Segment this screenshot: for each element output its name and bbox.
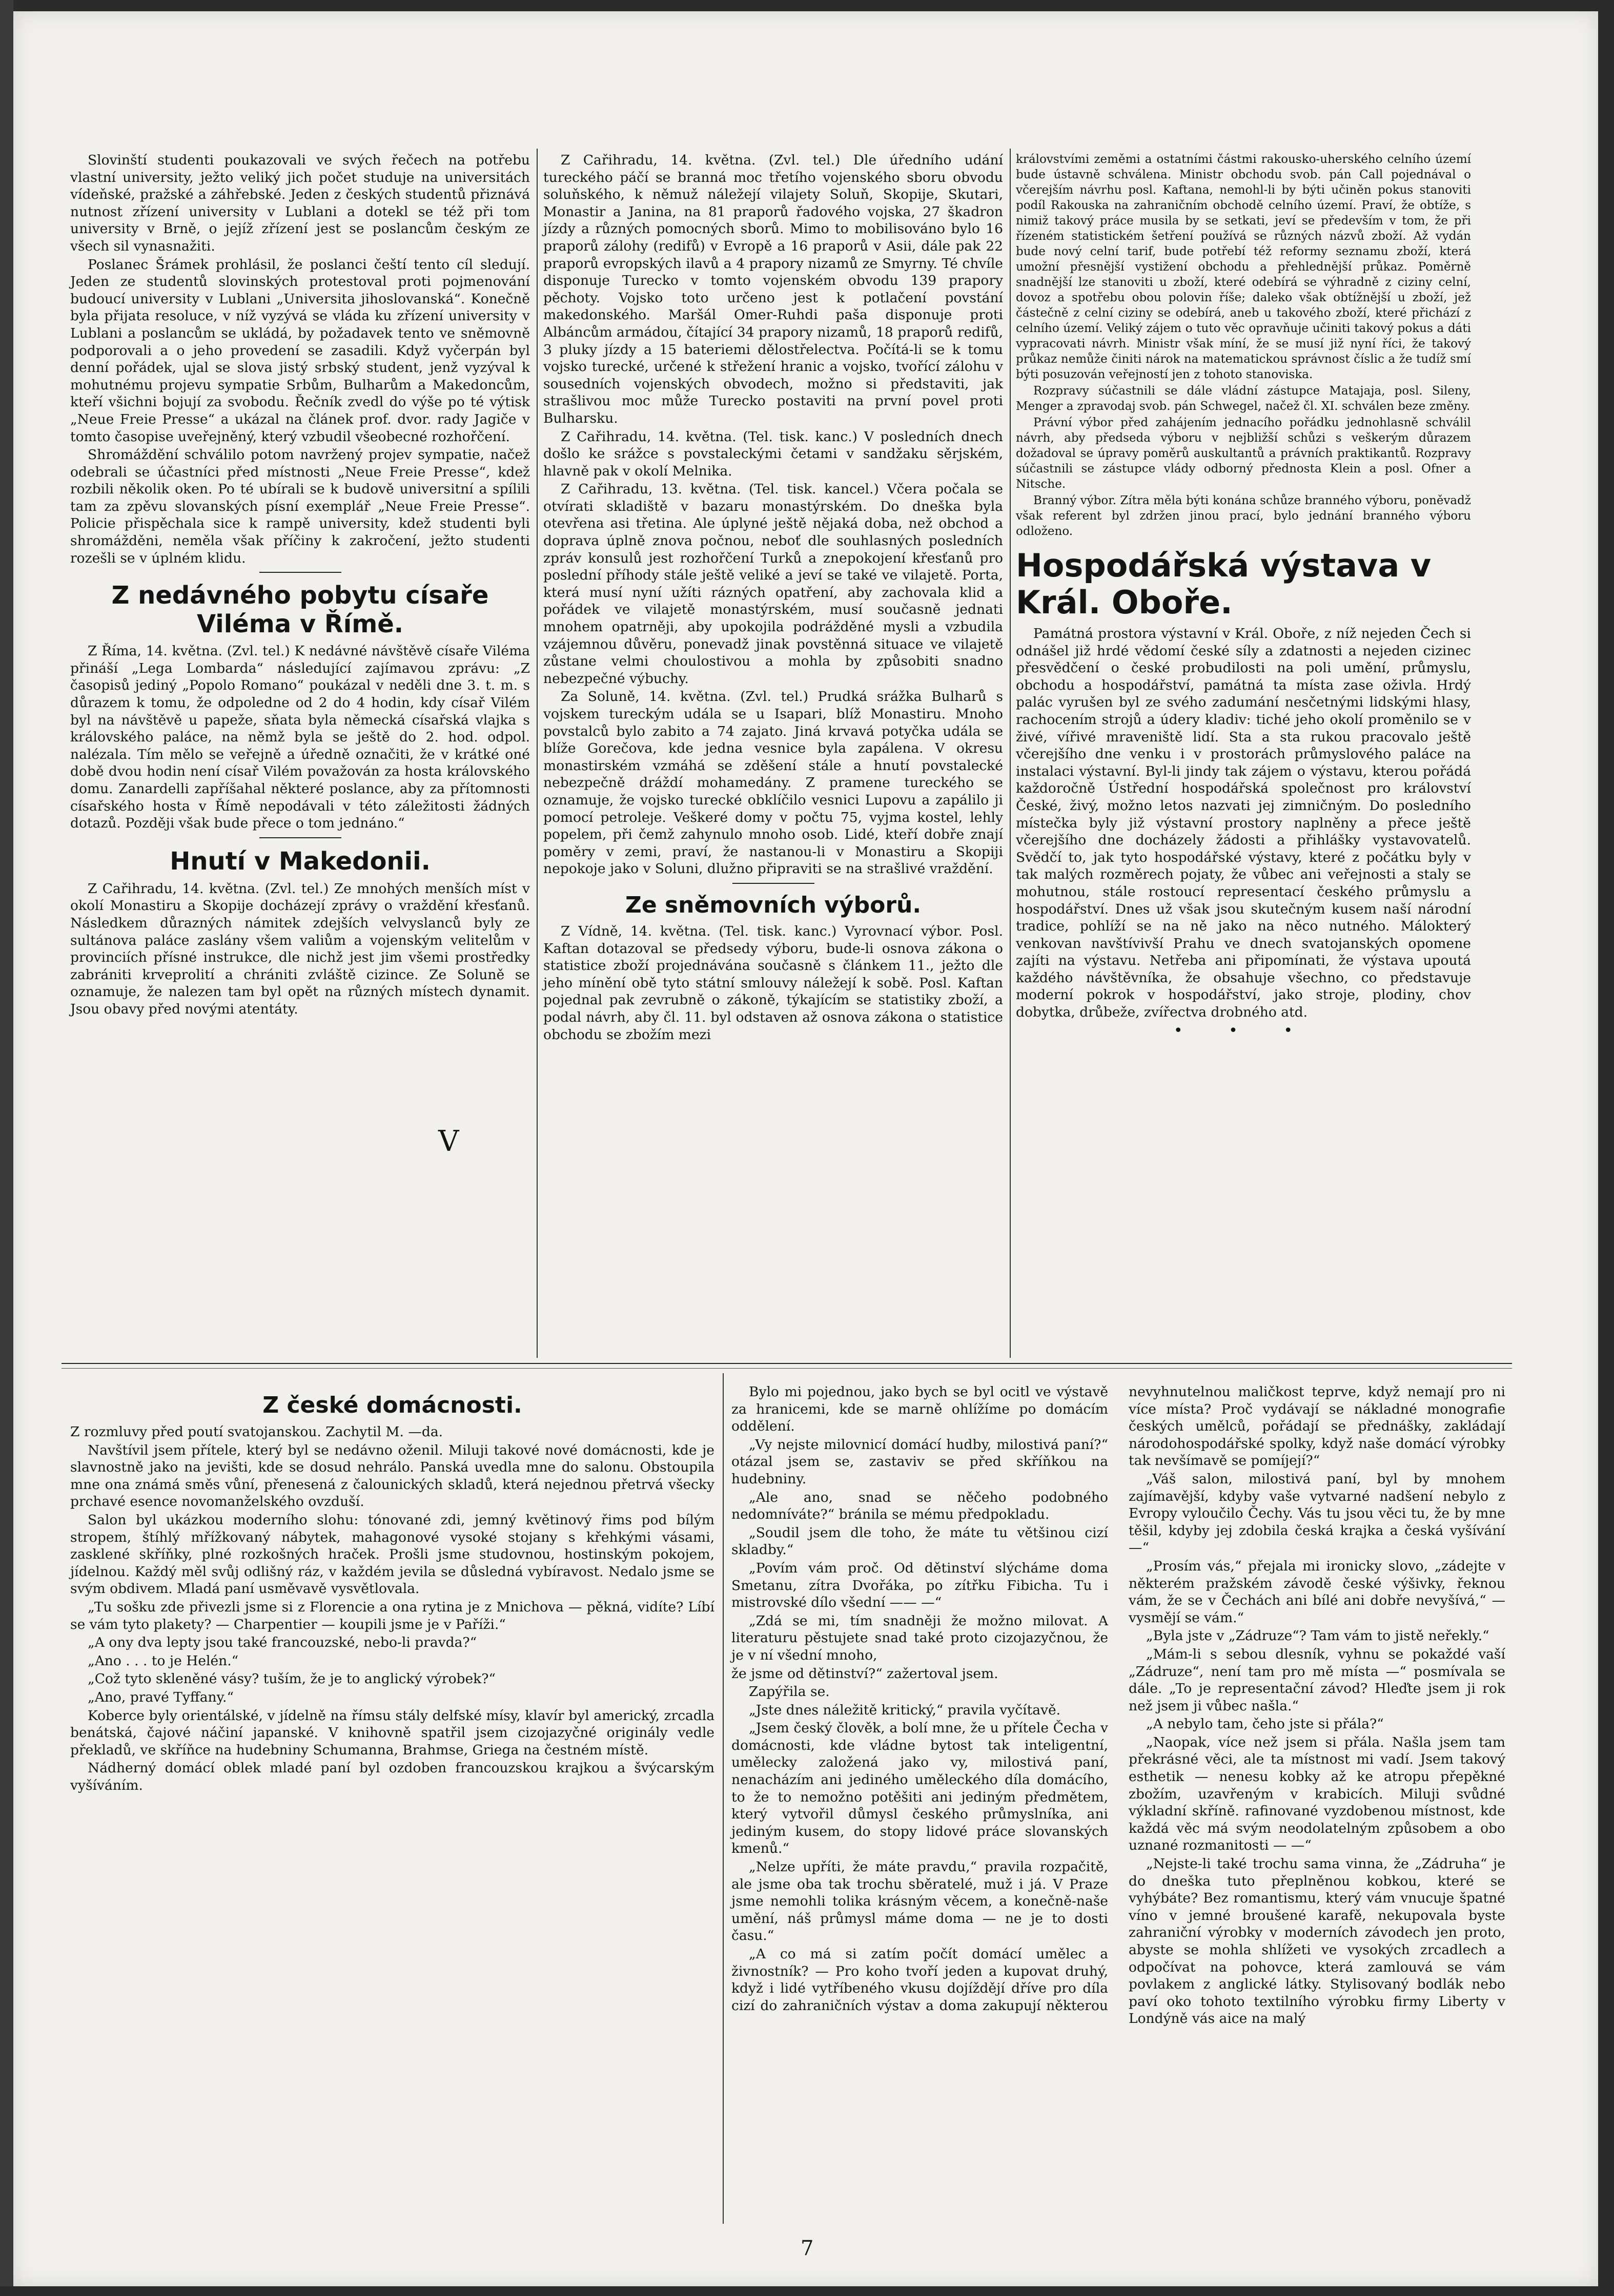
scan-border-bottom — [0, 2286, 1614, 2296]
article-paragraph: „Naopak, více než jsem si přála. Našla jsem tam překrásné věci, ale ta místnost mi vadí. Jsem takový esthetik — nenesu kobky až ke atropu přepěkné zbožím, uzavřeným v krabicích. Miluji svůdné výkladní skříně. rafinované vyzdobenou místnost, kde každá věc má svým neodolatelným způsobem a obo uznané rozmanitosti — —“ — [1129, 1734, 1505, 1854]
column-divider — [537, 149, 538, 1358]
page-number: 7 — [801, 2237, 814, 2260]
article-paragraph: „Povím vám proč. Od dětinství slýcháme doma Smetanu, zítra Dvořáka, po zítřku Fibicha. Tu i mistrovské dílo všední —— —“ — [731, 1560, 1108, 1611]
article-paragraph: „Soudil jsem dle toho, že máte tu většinou cizí skladby.“ — [731, 1524, 1108, 1558]
headline-hnuti-makedonie: Hnutí v Makedonii. — [170, 846, 431, 876]
article-paragraph: Bylo mi pojednou, jako bych se byl ocitl ve výstavě za hranicemi, kde se marně ohlížíme po domácím oddělení. — [731, 1384, 1108, 1435]
article-paragraph: „A ony dva lepty jsou také francouzské, nebo-li pravda?“ — [88, 1635, 477, 1651]
section-rule — [259, 837, 341, 838]
article-paragraph: „Nelze upříti, že máte pravdu,“ pravila rozpačitě, ale jsme oba tak trochu sběratelé, muž i já. V Praze jsme nemohli tolika krásným věcem, a konečně-naše umění, náš průmysl máme doma — ne je to dosti času.“ — [731, 1859, 1108, 1944]
article-paragraph: „Jsem český člověk, a bolí mne, že u přítele Čecha v domácnosti, kde vládne bytost tak inteligentní, umělecky založená jako vy, milostivá paní, nenacházím ani jediného uměleckého díla domácího, to že to nemožno potěšiti ani jediným předmětem, který vytvořil důmysl českého průmyslníka, ani jediným kusem, do stopy lidové práce slovanských kmenů.“ — [731, 1720, 1108, 1857]
article-paragraph: Právní výbor před zahájením jednacího pořádku jednohlasně schválil návrh, aby předseda výboru v nejbližší schůzi s veškerým důrazem dožadoval se úpravy poměrů auskultantů a právních praktikantů. Rozpravy súčastnili se zástupce vlády odborný přednosta Klein a posl. Ofner a Nitsche. — [1016, 416, 1471, 491]
article-paragraph: „Vy nejste milovnicí domácí hudby, milostivá paní?“ otázal jsem se, zastaviv se před skříňkou na hudebniny. — [731, 1436, 1108, 1487]
article-paragraph: „Což tyto skleněné vásy? tuším, že je to anglický výrobek?“ — [88, 1671, 496, 1687]
article-paragraph: „Byla jste v „Zádruze“? Tam vám to jistě neřekly.“ — [1146, 1628, 1489, 1644]
article-paragraph: Zapýřila se. — [749, 1684, 830, 1700]
scan-border-left — [0, 0, 13, 2296]
section-rule — [259, 572, 341, 573]
article-paragraph: „A co má si zatím počít domácí umělec a živnostník? — Pro koho tvoří jeden a kupovat druhý, když i lidé vytříbeného vkusu dojíždějí dříve pro díla cizí do zahraničních výstav a doma zakupují některou nevyhnutelnou maličkost teprve, když nemají pro ni více místa? Proč vydávají se nákladné monografie českých umělců, pořádají se přednášky, zakládají národohospodářské spolky, když naše domácí výrobky tak nevšímavě se pomíjejí?“ — [731, 1384, 1505, 2014]
article-paragraph: Z Cařihradu, 14. května. (Tel. tisk. kanc.) V posledních dnech došlo ke srážce s povstaleckými četami v sandžaku sěrjském, hlavně pak v okolí Melnika. — [543, 428, 1003, 479]
headline-cisar-vilem: Z nedávného pobytu císaře Viléma v Římě. — [111, 581, 489, 639]
article-paragraph: Navštívil jsem přítele, který byl se nedávno oženil. Miluji takové nové domácnosti, kde je slavnostně jako na jevišti, kde se dosud nehrálo. Panská uvedla mne do salonu. Obstoupila mne ona známá směs vůní, přenesená z čalounických skladů, která nejednou přetrvá všecky prchavé esence novomanželského ovzduší. — [70, 1442, 714, 1510]
column-3 — [1016, 152, 1471, 1043]
feuilleton-column-1 — [70, 1383, 714, 1795]
article-paragraph: že jsme od dětinství?“ zažertoval jsem. — [731, 1665, 998, 1682]
article-paragraph: Z Cařihradu, 13. května. (Tel. tisk. kancel.) Včera počala se otvírati skladiště v bazaru monastýrském. Do dneška byla otevřena asi třetina. Ale úplyné ještě nějaká doba, než obchod a doprava úplně znova počnou, neboť dle souhlasných posledních zpráv konsulů jest rozhořčení Turků a znepokojení křesťanů pro poslední příhody stále ještě veliké a jeví se také ve vilajetě. Porta, která musí nyní užíti rázných opatření, aby zachovala klid a pořádek ve vilajetě monastýrském, musí současně jednati mnohem opatrněji, aby upokojila podrážděné mysli a vzbudila vzájemnou důvěru, ponevadž jinak povstěnná situace ve vilajetě zůstane velmi choulostivou a mohla by způsobiti snadno nebezpečné výbuchy. — [543, 481, 1003, 687]
article-paragraph: „Mám-li s sebou dlesník, vyhnu se pokaždé vaší „Zádruze“, není tam pro mě místa —“ posmívala se dále. „To je representační závod? Hleďte jsem ji rok než jsem ji vůbec našla.“ — [1129, 1646, 1505, 1714]
article-paragraph: „Ano . . . to je Helén.“ — [88, 1652, 239, 1669]
article-paragraph: Poslanec Šrámek prohlásil, že poslanci čeští tento cíl sledují. Jeden ze studentů slovinských protestoval proti pojmenování budoucí university v Lublani „Universita jihoslovanská“. Konečně byla přijata resoluce, v níž vyzývá se vláda ku zřízení university v Lublani a poslancům se ukládá, by požadavek tento ve sněmovně podporovali a o jeho provedení se zasadili. Když vyčerpán byl denní pořádek, ujal se slova jistý srbský student, jenž vyzýval k mohutnému projevu sympatie Srbům, Bulharům a Makedoncům, kteří všichni bojují za svobodu. Řečník zvedl do výše po té výtisk „Neue Freie Presse“ a ukázal na článek prof. dvor. rady Jagiče v tomto časopise uveřejněný, který vzbudil všeobecné rozhořčení. — [70, 256, 530, 445]
column-2 — [543, 152, 1003, 1044]
article-paragraph: Branný výbor. Zítra měla býti konána schůze branného výboru, poněvadž však referent byl zdržen jinou prací, bylo jednání branného výboru odloženo. — [1016, 494, 1471, 538]
article-paragraph: „Váš salon, milostivá paní, byl by mnohem zajímavější, kdyby vaše vytvarné nadšení nebylo z Evropy vyloučilo Čechy. Vás tu jsou věci tu, že by mne těšil, kdyby jej zdobila česká krajka a česká vyšívání —“ — [1129, 1471, 1505, 1556]
section-dots: • • • — [1173, 1021, 1314, 1040]
scan-border-right — [1598, 0, 1614, 2296]
article-paragraph: „Zdá se mi, tím snadněji že možno milovat. A literaturu pěstujete snad také proto cizojazyčnou, že je v ní všední mnoho, — [731, 1612, 1108, 1663]
headline-snemovni-vybory: Ze sněmovních výborů. — [625, 892, 922, 918]
article-paragraph: Památná prostora výstavní v Král. Oboře, z níž nejeden Čech si odnášel již hrdé vědomí české síly a zdatnosti a nejeden cizinec přesvědčení o české probudilosti na poli umění, průmyslu, obchodu a hospodářství, památná ta místa zase oživla. Hrdý palác vyrušen byl ze svého zadumání nesčetnými lidskými hlasy, rachocením strojů a údery kladiv: tiché jeho okolí proměnilo se v živé, vířivé mraveniště lidí. Sta a sta rukou pracovalo ještě včerejšího dne venku i v prostorách průmyslového paláce na instalaci výstavní. Byl-li jindy tak zájem o výstavu, kterou pořádá každoročně Ústřední hospodářská společnost pro království České, živý, možno letos nazvati jej zimničným. Do posledního místečka byly již výstavní prostory naplněny a přece ještě včerejšího dne docházely žádosti a přihlášky vystavovatelů. Svědčí to, jak tyto hospodářské výstavy, které z počátku byly v tak malých rozměrech pojaty, že vůbec ani veřejnosti a staly se mohutnou, stále rostoucí representací českého průmyslu a hospodářství. Dnes už však jsou skutečným kusem naší národní tradice, pohlíží se na ně jako na něco nutného. Málokterý venkovan navštívivší Prahu ve dnech svatojanských opomene zajíti na výstavu. Netřeba ani připomínati, že výstava upoutá každého návštěvníka, že obsahuje všechno, co představuje moderní pokrok v hospodářství, jako stroje, plodiny, chov dobytka, drůbeže, zvířectva drobného atd. — [1016, 626, 1471, 1021]
article-paragraph: Z Říma, 14. května. (Zvl. tel.) K nedávné návštěvě císaře Viléma přináší „Lega Lombarda“ následující zajímavou zprávu: „Z časopisů jediný „Popolo Romano“ poukázal v neděli dne 3. t. m. s důrazem k tomu, že odpoledne od 2 do 4 hodin, kdy císař Vilém byl na návštěvě u papeže, sňata byla německá císařská vlajka s královského paláce, na němž byla se ještě do 2. hod. odpol. nalézala. Tím mělo se veřejně a úředně označiti, že v krátké oné době dvou hodin není císař Vilém považován za hosta královského domu. Zanardelli zapříšahal některé poslance, aby za přítomnosti císařského hosta v Římě nepodávali v této záležitosti žádných dotazů. Později však bude přece o tom jednáno.“ — [70, 643, 530, 832]
article-paragraph: Z Vídně, 14. května. (Tel. tisk. kanc.) Vyrovnací výbor. Posl. Kaftan dotazoval se předsedy výboru, bude-li osnova zákona o statistice zboží projednávána současně s článkem 11., ježto dle jeho mínění obě tyto státní smlouvy náležejí k sobě. Posl. Kaftan pojednal pak zevrubně o zákoně, týkajícím se statistiky zboží, a podal návrh, aby čl. 11. byl odstaven až osnova zákona o statistice obchodu se zbožím mezi — [543, 923, 1003, 1043]
article-paragraph: Slovinští studenti poukazovali ve svých řečech na potřebu vlastní university, ježto veliký jich počet studuje na universitách vídeňské, pražské a záhřebské. Jeden z českých studentů přiznává nutnost zřízení university v Lublani a dotekl se též při tom university v Brně, o jejíž zřízení jest se poslancům českým ze všech sil vynasnažiti. — [70, 152, 530, 254]
article-paragraph: Koberce byly orientálské, v jídelně na římsu stály delfské mísy, klavír byl americký, zrcadla benátská, čajové náčiní japanské. V knihovně spatřil jsem cizojazyčné originály vedle překladů, ve skříňce na hudebniny Schumanna, Brahmse, Griega na čestném místě. — [70, 1707, 714, 1758]
article-paragraph: „Ano, pravé Tyffany.“ — [88, 1689, 234, 1705]
column-divider — [723, 1373, 724, 2224]
article-paragraph: Salon byl ukázkou moderního slohu: tónované zdi, jemný květinový řims pod bílým stropem, štíhlý mřížkovaný nábytek, mahagonové vysoké stojany s křehkými vásami, zasklené skříňky, plné rozkošných hraček. Prošli jsme studovnou, hostinským pokojem, jídelnou. Každý měl svůj odlišný ráz, v každém jevila se důsledná vybíravost. Nedalo jsme se svým obdivem. Mladá paní usměvavě vysvětlovala. — [70, 1512, 714, 1597]
article-paragraph: královstvími zeměmi a ostatními částmi rakousko-uherského celního území bude ústavně schválena. Ministr obchodu svob. pán Call pojednával o včerejším návrhu posl. Kaftana, nemohl-li by býti učiněn pokus stanoviti podíl Rakouska na zahraničním obchodě celního území. Praví, že obtíže, s nimiž takový práce musila by se setkati, jeví se především v tom, že při řízeném statistickém šetření používá se různých názvů zboží. Až vydán bude nový celní tarif, bude potřebí též reformy seznamu zboží, která umožní přesnější vystižení obchodu a přehlednější průkaz. Poměrně snadnější lze stanoviti u zboží, které odebírá se výhradně z ciziny celní, dovoz a spotřebu obou polovin říše; daleko však obtížnější u zboží, jež částečně z celní ciziny se odebírá, aneb u takového zboží, které přichází z celního území. Veliký zájem o tuto věc opravňuje učiniti takový pokus a dáti vypracovati návrh. Ministr však míní, že se musí již nyní říci, že takový průkaz nemůže činiti nárok na matematickou správnost číslic a že tudíž smí býti posuzován veřejností jen z tohoto stanoviska. — [1016, 153, 1471, 381]
article-paragraph: „A nebylo tam, čeho jste si přála?“ — [1146, 1716, 1384, 1732]
feuilleton-divider-thin — [62, 1368, 1512, 1369]
article-paragraph: Nádherný domácí oblek mladé paní byl ozdoben francouzskou krajkou a švýcarským vyšíváním. — [70, 1760, 714, 1793]
column-1 — [70, 152, 530, 1019]
headline-hospodarska-vystava: Hospodářská výstava v Král. Oboře. — [1016, 547, 1432, 621]
article-paragraph: Za Soluně, 14. května. (Zvl. tel.) Prudká srážka Bulharů s vojskem tureckým udála se u Isapari, blíž Monastiru. Mnoho povstalců bylo zabito a 74 zajato. Jiná krvavá potyčka udála se blíže Gorečova, kde jedna vesnice byla zapálena. V okresu monastirském vzmáhá se zděšení stále a hnutí povstalecké nebezpečně dráždí mohamedány. Z pramene tureckého se oznamuje, že vojsko turecké obklíčilo vesnici Lupovu a zapálilo ji pomocí petroleje. Veškeré domy v počtu 75, vyjma kostel, lehly popelem, při čemž zahynulo mnoho osob. Lidé, kteří dobře znají poměry v zemi, praví, že nastanou-li v Monastiru a Skopiji nepokoje jako v Soluni, dlužno připraviti se na strašlivé vraždění. — [543, 689, 1003, 877]
article-paragraph: Rozpravy súčastnili se dále vládní zástupce Matajaja, posl. Sileny, Menger a zpravodaj svob. pán Schwegel, načež čl. XI. schválen beze změny. — [1016, 384, 1471, 413]
feuilleton-column-2 — [731, 1383, 1505, 2224]
margin-pencil-mark: V — [438, 1125, 459, 1158]
feuilleton-divider — [62, 1363, 1512, 1364]
section-rule — [732, 883, 814, 884]
article-paragraph: Shromáždění schválilo potom navržený projev sympatie, načež odebrali se účastníci před místnosti „Neue Freie Presse“, kdež rozbili několik oken. Po té ubírali se k budově universitní a spílili tam za zpěvu slovanských písní exemplář „Neue Freie Presse“. Policie přispěchala sice k rampě university, kdež studenti byli shromážděni, neměla však příčiny k zakročení, ježto studenti rozešli se v úplném klidu. — [70, 447, 530, 566]
article-paragraph: „Jste dnes náležitě kritický,“ pravila vyčítavě. — [749, 1702, 1061, 1718]
article-paragraph: „Nejste-li také trochu sama vinna, že „Zádruha“ je do dneška tuto přeplněnou kobkou, které se vyhýbáte? Bez romantismu, který vám vnucuje špatné víno v jemné broušené karafě, nekupovala byste zahraniční výrobky v moderních závodech jen proto, abyste se mohla shlížeti ve vysokých zrcadlech a odpočívat na pohovce, která zamlouvá se vám povlakem z anglické látky. Stylisovaný bodlák nebo paví oko tohoto textilního výrobku firmy Liberty v Londýně vás aice na malý — [1129, 1856, 1505, 2027]
article-paragraph: „Tu sošku zde přivezli jsme si z Florencie a ona rytina je z Mnichova — pěkná, vidíte? Líbí se vám tyto plakety? — Charpentier — koupili jsme je v Paříži.“ — [70, 1599, 714, 1632]
article-paragraph: Z Cařihradu, 14. května. (Zvl. tel.) Dle úředního udání tureckého páčí se branná moc třetího vojenského sboru obvodu soluňského, k němuž náležejí vilajety Soluň, Skopije, Skutari, Monastir a Janina, na 81 praporů řadového vojska, 27 škadron jízdy a různých pomocných sborů. Mimo to mobilisováno bylo 16 praporů zálohy (redifů) v Evropě a 16 praporů v Asii, dále pak 22 praporů evropských ilavů a 4 prapory nizamů ze Smyrny. Té chvíle disponuje Turecko v tomto vojenském obvodu 139 prapory pěchoty. Vojsko toto určeno jest k potlačení povstání makedonského. Maršál Omer-Ruhdi paša disponuje proti Albáncům armádou, čítající 34 prapory nizamů, 18 praporů redifů, 3 pluky jízdy a 15 bateriemi dělostřelectva. Počítá-li se k tomu vojsko turecké, určené k střežení hranic a vojsko, tvořící zálohu v sousedních vojenských obvodech, možno si představiti, jak strašlivou moc může Turecko postaviti na první povel proti Bulharsku. — [543, 152, 1003, 426]
article-paragraph: Z Cařihradu, 14. května. (Zvl. tel.) Ze mnohých menších míst v okolí Monastiru a Skopije docházejí zprávy o vraždění křesťanů. Následkem důrazných námitek zdejších velvyslanců byly ze sultánova paláce zaslány všem valiům a vojenským velitelům v provinciích přísné instrukce, dle nichž jest jim všemi prostředky zabrániti krveprolití a chrániti zvláště cizince. Ze Soluně se oznamuje, že nalezen tam byl opět na různých místech dynamit. Jsou obavy před novými atentáty. — [70, 880, 530, 1017]
article-paragraph: „Prosím vás,“ přejala mi ironicky slovo, „zádejte v některém pražském závodě české výšivky, řeknou vám, že se v Čechách ani bílé ani dobře nevyšívá,“ — vysmějí se vám.“ — [1129, 1558, 1505, 1626]
column-divider — [1010, 149, 1011, 1358]
scan-border-top — [0, 0, 1614, 11]
article-byline: Z rozmluvy před poutí svatojanskou. Zachytil M. —da. — [70, 1424, 443, 1440]
article-paragraph: „Ale ano, snad se něčeho podobného nedomníváte?“ bránila se mému předpokladu. — [731, 1489, 1108, 1523]
headline-ceske-domacnosti: Z české domácnosti. — [262, 1392, 522, 1418]
